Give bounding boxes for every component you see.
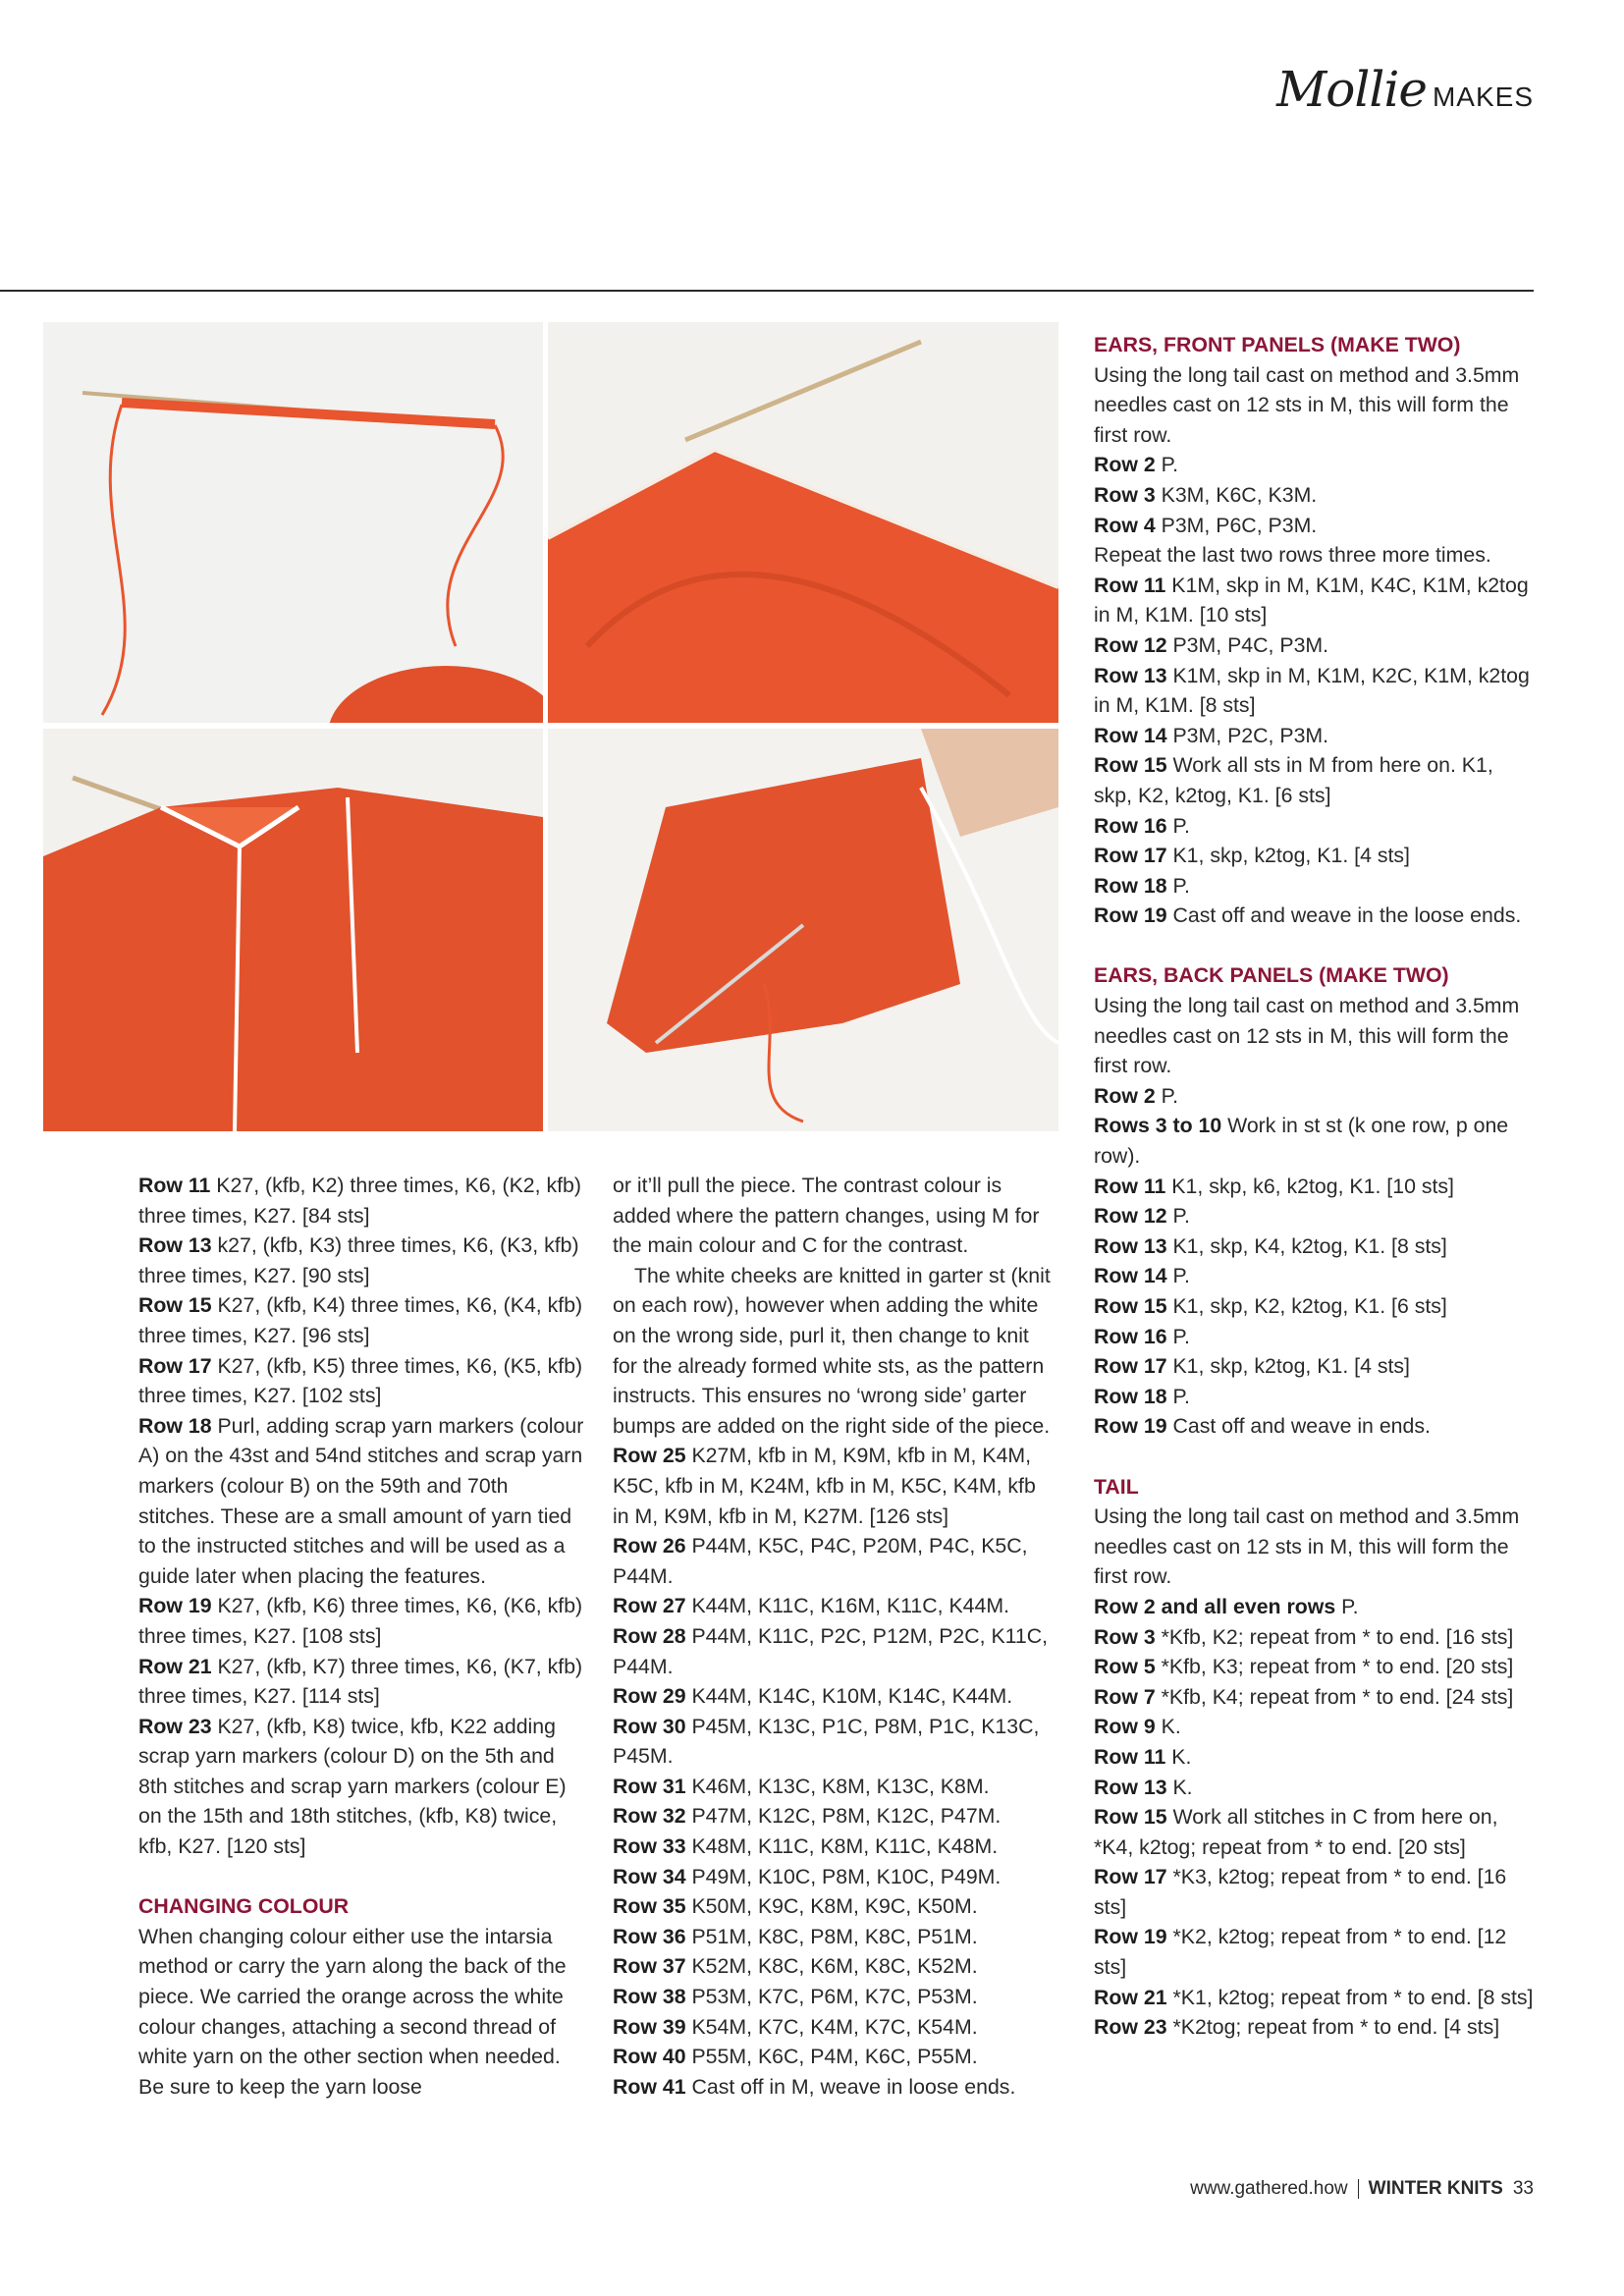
tail-row-4: Row 9 K. — [1094, 1715, 1181, 1739]
ears-back-row-5: Row 14 P. — [1094, 1264, 1190, 1288]
weaving-ends-photo — [548, 729, 1058, 1131]
ears-front-row-5: Row 12 P3M, P4C, P3M. — [1094, 632, 1329, 657]
col1-row-4: Row 18 Purl, adding scrap yarn markers (colour A) on the 43st and 54nd stitches and scrap yarn markers (colour B) on the 59th and 70th stitches. These are a small amount of yarn tied to the instructed stitches and will be used as a guide later when placing the features. — [138, 1413, 584, 1588]
col2-row-3: Row 28 P44M, K11C, P2C, P12M, P2C, K11C, P44M. — [613, 1623, 1049, 1678]
col2-row-11: Row 36 P51M, K8C, P8M, K8C, P51M. — [613, 1924, 978, 1948]
changing-colour-heading: CHANGING COLOUR — [138, 1894, 350, 1919]
col2-row-15: Row 40 P55M, K6C, P4M, K6C, P55M. — [613, 2045, 978, 2069]
brand-logo — [1276, 61, 1534, 118]
ears-back-row-6: Row 15 K1, skp, K2, k2tog, K1. [6 sts] — [1094, 1294, 1447, 1318]
ears-front-row-10: Row 17 K1, skp, k2tog, K1. [4 sts] — [1094, 844, 1410, 868]
ears-front-row-3: Repeat the last two rows three more times. — [1094, 543, 1491, 568]
col2-row-13: Row 38 P53M, K7C, P6M, K7C, P53M. — [613, 1985, 978, 2009]
col2-row-0: Row 25 K27M, kfb in M, K9M, kfb in M, K4M, K5C, kfb in M, K24M, kfb in M, K5C, K4M, kfb in M, K9M, kfb in M, K27M. [126 sts] — [613, 1444, 1036, 1528]
ears-front-row-0: Row 2 P. — [1094, 453, 1179, 477]
col1-row-2: Row 15 K27, (kfb, K4) three times, K6, (K4, kfb) three times, K27. [96 sts] — [138, 1293, 583, 1347]
ears-front-row-7: Row 14 P3M, P2C, P3M. — [1094, 723, 1329, 747]
tail-row-5: Row 11 K. — [1094, 1744, 1192, 1769]
col2-row-4: Row 29 K44M, K14C, K10M, K14C, K44M. — [613, 1684, 1013, 1709]
ears-front-intro: Using the long tail cast on method and 3.5mm needles cast on 12 sts in M, this will form the first row. — [1094, 362, 1520, 447]
tail-row-0: Row 2 and all even rows P. — [1094, 1594, 1359, 1618]
col2-intro-1: The white cheeks are knitted in garter st (knit on each row), however when adding the white on the wrong side, purl it, then change to knit for the already formed white sts, as the pattern instructs. This ensures no ‘wrong side’ garter bumps are added on the right side of the piece. — [613, 1263, 1051, 1438]
page-number: 33 — [1512, 2178, 1534, 2199]
col2-intro-0: or it’ll pull the piece. The contrast colour is added where the pattern changes, using M for the main colour and C for the contrast. — [613, 1174, 1040, 1258]
col2-row-14: Row 39 K54M, K7C, K4M, K7C, K54M. — [613, 2014, 978, 2039]
ears-front-row-9: Row 16 P. — [1094, 813, 1190, 838]
tail-row-1: Row 3 *Kfb, K2; repeat from * to end. [16 sts] — [1094, 1624, 1514, 1649]
footer-url[interactable]: www.gathered.how — [1190, 2178, 1348, 2199]
col1-row-1: Row 13 k27, (kfb, K3) three times, K6, (K3, kfb) three times, K27. [90 sts] — [138, 1233, 579, 1287]
ears-front-row-6: Row 13 K1M, skp in M, K1M, K2C, K1M, k2tog in M, K1M. [8 sts] — [1094, 663, 1530, 718]
col2-row-12: Row 37 K52M, K8C, K6M, K8C, K52M. — [613, 1954, 978, 1979]
col2-row-9: Row 34 P49M, K10C, P8M, K10C, P49M. — [613, 1864, 1001, 1888]
tail-row-9: Row 19 *K2, k2tog; repeat from * to end. [12 sts] — [1094, 1925, 1507, 1980]
col2-row-16: Row 41 Cast off in M, weave in loose ends. — [613, 2074, 1016, 2099]
footer-divider — [1358, 2179, 1359, 2199]
col1-row-5: Row 19 K27, (kfb, K6) three times, K6, (K6, kfb) three times, K27. [108 sts] — [138, 1594, 583, 1648]
col1-row-0: Row 11 K27, (kfb, K2) three times, K6, (K2, kfb) three times, K27. [84 sts] — [138, 1174, 581, 1228]
tail-row-3: Row 7 *Kfb, K4; repeat from * to end. [24 sts] — [1094, 1684, 1514, 1709]
tail-row-10: Row 21 *K1, k2tog; repeat from * to end. [8 sts] — [1094, 1985, 1534, 2009]
tail-row-7: Row 15 Work all stitches in C from here on, *K4, k2tog; repeat from * to end. [20 sts] — [1094, 1805, 1498, 1859]
ears-back-row-9: Row 18 P. — [1094, 1384, 1190, 1408]
tail-row-6: Row 13 K. — [1094, 1775, 1193, 1799]
knitted-rows-photo — [548, 322, 1058, 723]
changing-colour-text: When changing colour either use the intarsia method or carry the yarn along the back of the piece. We carried the orange across the white colour changes, attaching a second thread of white yarn on the other section when needed. Be sure to keep the yarn loose — [138, 1924, 567, 2099]
ears-front-row-4: Row 11 K1M, skp in M, K1M, K4C, K1M, k2tog in M, K1M. [10 sts] — [1094, 573, 1529, 628]
page-footer — [1190, 2178, 1534, 2200]
col1-row-7: Row 23 K27, (kfb, K8) twice, kfb, K22 adding scrap yarn markers (colour D) on the 5th and 8th stitches and scrap yarn markers (colour E) on the 15th and 18th stitches, (kfb, K8) twice, kfb, K27. [120 sts] — [138, 1714, 567, 1859]
ears-back-heading: EARS, BACK PANELS (MAKE TWO) — [1094, 963, 1449, 988]
ears-front-row-8: Row 15 Work all sts in M from here on. K1, skp, K2, k2tog, K1. [6 sts] — [1094, 753, 1493, 807]
tail-row-2: Row 5 *Kfb, K3; repeat from * to end. [20 sts] — [1094, 1655, 1514, 1679]
ears-back-row-10: Row 19 Cast off and weave in ends. — [1094, 1414, 1431, 1439]
tail-row-8: Row 17 *K3, k2tog; repeat from * to end. [16 sts] — [1094, 1865, 1507, 1919]
ears-back-intro: Using the long tail cast on method and 3.5mm needles cast on 12 sts in M, this will form the first row. — [1094, 994, 1520, 1078]
footer-magazine: WINTER KNITS — [1368, 2178, 1503, 2199]
tail-intro: Using the long tail cast on method and 3.5mm needles cast on 12 sts in M, this will form the first row. — [1094, 1504, 1520, 1589]
brand-word: MAKES — [1432, 82, 1534, 112]
col1-row-6: Row 21 K27, (kfb, K7) three times, K6, (K7, kfb) three times, K27. [114 sts] — [138, 1654, 583, 1709]
column-3 — [1094, 330, 1536, 2043]
ears-back-row-3: Row 12 P. — [1094, 1204, 1190, 1229]
ears-front-row-1: Row 3 K3M, K6C, K3M. — [1094, 482, 1318, 507]
col1-row-3: Row 17 K27, (kfb, K5) three times, K6, (K5, kfb) three times, K27. [102 sts] — [138, 1353, 583, 1408]
ears-back-row-1: Rows 3 to 10 Work in st st (k one row, p one row). — [1094, 1114, 1509, 1169]
col2-row-7: Row 32 P47M, K12C, P8M, K12C, P47M. — [613, 1804, 1001, 1829]
cast-on-stitches-photo — [43, 322, 543, 723]
column-1 — [138, 1171, 586, 2102]
ears-back-row-0: Row 2 P. — [1094, 1083, 1179, 1108]
col2-row-8: Row 33 K48M, K11C, K8M, K11C, K48M. — [613, 1834, 999, 1859]
ears-back-row-2: Row 11 K1, skp, k6, k2tog, K1. [10 sts] — [1094, 1174, 1454, 1198]
column-2 — [613, 1171, 1055, 2102]
ears-back-row-4: Row 13 K1, skp, K4, k2tog, K1. [8 sts] — [1094, 1233, 1447, 1258]
ears-front-heading: EARS, FRONT PANELS (MAKE TWO) — [1094, 333, 1461, 356]
brand-script: Mollie — [1276, 61, 1427, 118]
intarsia-white-photo — [43, 729, 543, 1131]
ears-front-row-2: Row 4 P3M, P6C, P3M. — [1094, 513, 1318, 537]
col2-row-1: Row 26 P44M, K5C, P4C, P20M, P4C, K5C, P44M. — [613, 1534, 1028, 1588]
col2-row-10: Row 35 K50M, K9C, K8M, K9C, K50M. — [613, 1894, 978, 1919]
col2-row-2: Row 27 K44M, K11C, K16M, K11C, K44M. — [613, 1594, 1010, 1618]
col2-row-6: Row 31 K46M, K13C, K8M, K13C, K8M. — [613, 1774, 990, 1798]
ears-front-row-12: Row 19 Cast off and weave in the loose ends. — [1094, 903, 1522, 928]
tail-heading: TAIL — [1094, 1474, 1139, 1499]
tail-row-11: Row 23 *K2tog; repeat from * to end. [4 sts] — [1094, 2015, 1500, 2040]
header-rule — [0, 290, 1534, 292]
ears-front-row-11: Row 18 P. — [1094, 873, 1190, 898]
ears-back-row-8: Row 17 K1, skp, k2tog, K1. [4 sts] — [1094, 1354, 1410, 1379]
col2-row-5: Row 30 P45M, K13C, P1C, P8M, P1C, K13C, P45M. — [613, 1714, 1040, 1769]
ears-back-row-7: Row 16 P. — [1094, 1324, 1190, 1348]
